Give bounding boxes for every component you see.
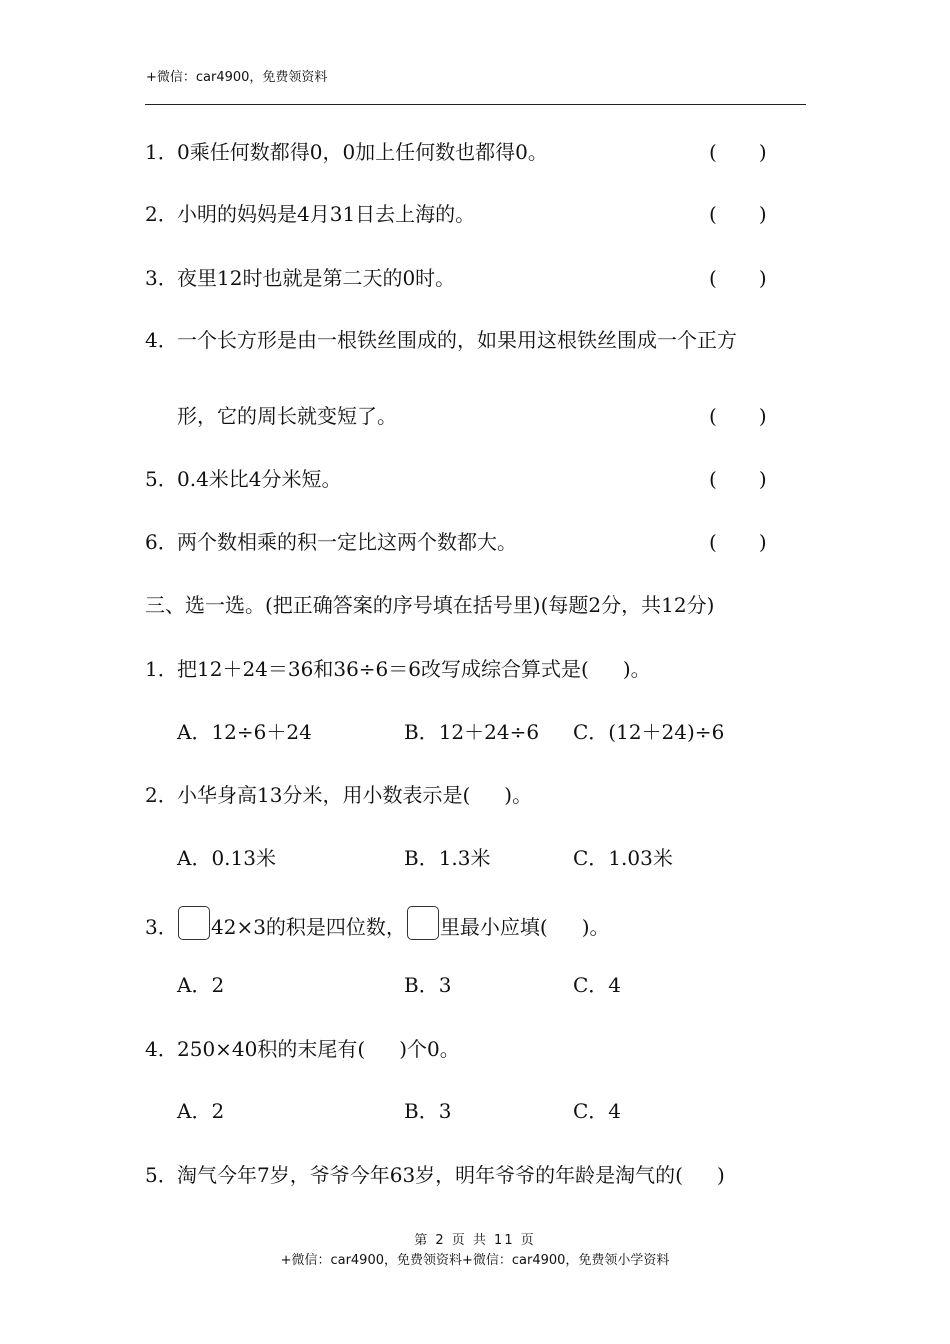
item-number: 3．: [145, 266, 178, 290]
item-text: 小明的妈妈是4月31日去上海的。: [177, 202, 476, 226]
choice-question-4: 4．250×40积的末尾有( )个0。: [145, 1037, 460, 1061]
digit-box-2: [407, 906, 439, 940]
answer-paren-4[interactable]: ( ): [709, 404, 767, 428]
item-text: 夜里12时也就是第二天的0时。: [177, 266, 456, 290]
q4-option-a[interactable]: A．2: [177, 1099, 225, 1123]
choice-question-1: 1．把12＋24＝36和36÷6＝6改写成综合算式是( )。: [145, 657, 651, 681]
question-number: 5．: [145, 1163, 178, 1187]
item-number: 4．: [145, 328, 178, 352]
judge-item-6: [145, 528, 517, 556]
judge-item-5: [145, 465, 342, 493]
q1-option-c[interactable]: C．(12＋24)÷6: [573, 720, 725, 744]
question-number: 4．: [145, 1037, 178, 1061]
item-text: 0乘任何数都得0，0加上任何数也都得0。: [177, 140, 548, 164]
judge-item-3: [145, 264, 455, 292]
item-text: 两个数相乘的积一定比这两个数都大。: [177, 530, 517, 554]
digit-box-1[interactable]: [178, 906, 210, 940]
q3-option-a[interactable]: A．2: [177, 973, 225, 997]
item-number: 2．: [145, 202, 178, 226]
q2-option-a[interactable]: A．0.13米: [177, 846, 276, 870]
item-number: 5．: [145, 467, 178, 491]
choice-question-5: 5．淘气今年7岁，爷爷今年63岁，明年爷爷的年龄是淘气的( ): [145, 1163, 725, 1187]
item-number: 6．: [145, 530, 178, 554]
q3-option-c[interactable]: C．4: [573, 973, 622, 997]
judge-item-4-continued: 形，它的周长就变短了。: [177, 404, 397, 428]
item-text: 一个长方形是由一根铁丝围成的，如果用这根铁丝围成一个正方: [177, 328, 737, 352]
judge-item-2: [145, 200, 475, 228]
question-number: 1．: [145, 657, 178, 681]
choice-question-3: 3． 42×3的积是四位数， 里最小应填( )。: [145, 906, 610, 941]
answer-paren-6[interactable]: ( ): [709, 530, 767, 554]
q4-option-c[interactable]: C．4: [573, 1099, 622, 1123]
q4-option-b[interactable]: B．3: [404, 1099, 452, 1123]
header-rule: [145, 104, 806, 105]
q1-option-a[interactable]: A．12÷6＋24: [177, 720, 312, 744]
judge-item-1: [145, 138, 548, 166]
q2-option-c[interactable]: C．1.03米: [573, 846, 673, 870]
answer-paren-3[interactable]: ( ): [709, 266, 767, 290]
q2-option-b[interactable]: B．1.3米: [404, 846, 491, 870]
item-text: 0.4米比4分米短。: [177, 467, 342, 491]
section3-title: 三、选一选。(把正确答案的序号填在括号里)(每题2分，共12分): [145, 593, 715, 617]
question-number: 3．: [145, 915, 178, 939]
answer-paren-1[interactable]: ( ): [709, 140, 767, 164]
judge-item-4: [145, 326, 737, 354]
question-number: 2．: [145, 783, 178, 807]
answer-paren-5[interactable]: ( ): [709, 467, 767, 491]
header-watermark: +微信：car4900，免费领资料: [146, 70, 328, 85]
item-number: 1．: [145, 140, 178, 164]
q1-option-b[interactable]: B．12＋24÷6: [404, 720, 540, 744]
page-number: 第 2 页 共 11 页: [414, 1233, 536, 1248]
choice-question-2: 2．小华身高13分米，用小数表示是( )。: [145, 783, 533, 807]
q3-option-b[interactable]: B．3: [404, 973, 452, 997]
footer-watermark: +微信：car4900，免费领资料+微信：car4900，免费领小学资料: [280, 1253, 670, 1268]
answer-paren-2[interactable]: ( ): [709, 202, 767, 226]
